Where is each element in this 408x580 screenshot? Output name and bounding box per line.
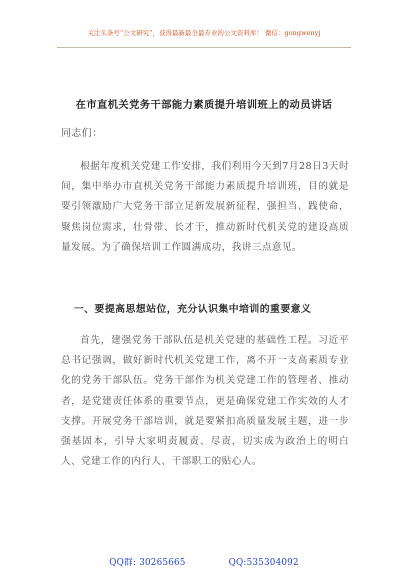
promo-banner: 关注头条号“公文研究”，获得最新最全最专业的公文资料库！ 微信：gongwenyj: [87, 29, 321, 37]
qq-number-text: QQ:535304092: [228, 558, 299, 568]
section-heading: 一、要提高思想站位，充分认识集中培训的重要意义: [73, 304, 312, 315]
paragraph: 首先，建强党务干部队伍是机关党建的基础性工程。习近平总书记强调，做好新时代机关党建工作，离不开一支高素质专业化的党务干部队伍。党务干部作为机关党建工作的管理者、推动者，是党建责任体系的重要节点，更是确保党建工作实效的人才支撑。开展党务干部培训，就是要紧扣高质量发展主题，进一步强基固本，引导大家明责履责、尽责，切实成为政治上的明白人、党建工作的内行人、干部职工的贴心人。: [61, 335, 349, 468]
qq-group-text: QQ群: 30265665: [109, 558, 186, 568]
paragraph: 根据年度机关党建工作安排，我们利用今天到7月28日3天时间，集中举办市直机关党务干部能力素质提升培训班，目的就是要引领激励广大党务干部立足新发展新征程，强担当、践使命，聚焦岗位需求，壮骨带、长才干，推动新时代机关党的建设高质量发展。为了确保培训工作圆满成功，我讲三点意见。: [61, 161, 349, 253]
document-title: 在市直机关党务干部能力素质提升培训班上的动员讲话: [75, 99, 333, 111]
salutation: 同志们：: [61, 128, 103, 139]
footer-contact: [0, 555, 408, 568]
header-divider: [57, 47, 351, 48]
